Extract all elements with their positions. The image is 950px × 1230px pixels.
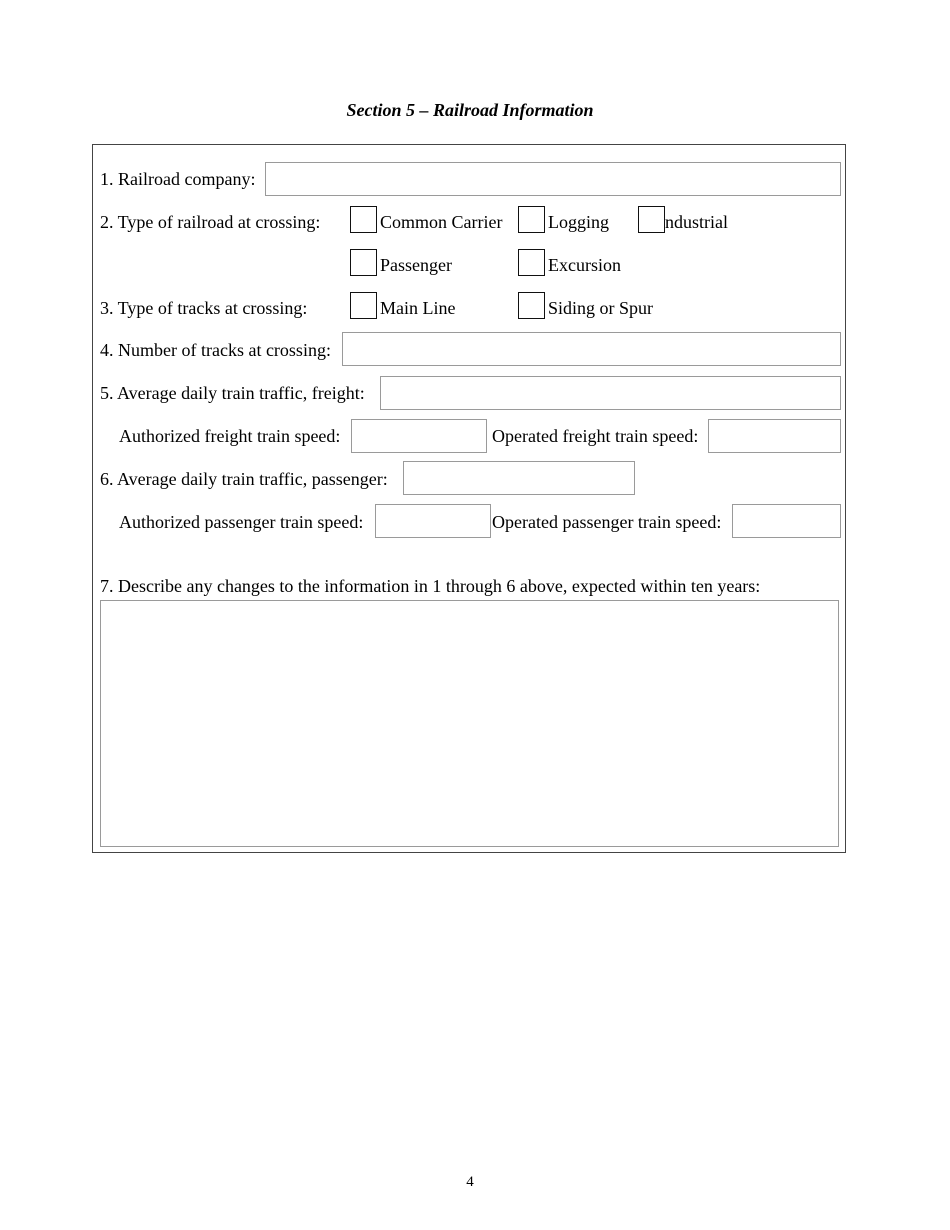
industrial-label: ndustrial <box>665 212 728 232</box>
common-carrier-label: Common Carrier <box>380 212 503 232</box>
number-of-tracks-input[interactable] <box>342 332 841 366</box>
industrial-checkbox[interactable] <box>638 206 665 233</box>
freight-traffic-label: 5. Average daily train traffic, freight: <box>100 383 365 403</box>
authorized-freight-speed-label: Authorized freight train speed: <box>119 426 341 446</box>
railroad-type-label: 2. Type of railroad at crossing: <box>100 212 321 232</box>
page-number: 4 <box>466 1174 474 1190</box>
number-of-tracks-label: 4. Number of tracks at crossing: <box>100 340 331 360</box>
operated-passenger-speed-label: Operated passenger train speed: <box>492 512 722 532</box>
section-title: Section 5 – Railroad Information <box>346 100 594 120</box>
railroad-company-input[interactable] <box>265 162 841 196</box>
siding-or-spur-label: Siding or Spur <box>548 298 654 318</box>
expected-changes-label: 7. Describe any changes to the information in 1 through 6 above, expected within ten years: <box>100 576 761 596</box>
authorized-passenger-speed-label: Authorized passenger train speed: <box>119 512 364 532</box>
main-line-label: Main Line <box>380 298 456 318</box>
passenger-label: Passenger <box>380 255 452 275</box>
logging-checkbox[interactable] <box>518 206 545 233</box>
logging-label: Logging <box>548 212 609 232</box>
operated-freight-speed-label: Operated freight train speed: <box>492 426 699 446</box>
common-carrier-checkbox[interactable] <box>350 206 377 233</box>
excursion-checkbox[interactable] <box>518 249 545 276</box>
operated-freight-speed-input[interactable] <box>708 419 841 453</box>
passenger-traffic-label: 6. Average daily train traffic, passenger: <box>100 469 388 489</box>
passenger-checkbox[interactable] <box>350 249 377 276</box>
passenger-traffic-input[interactable] <box>403 461 635 495</box>
track-type-label: 3. Type of tracks at crossing: <box>100 298 308 318</box>
authorized-passenger-speed-input[interactable] <box>375 504 491 538</box>
railroad-company-label: 1. Railroad company: <box>100 169 256 189</box>
operated-passenger-speed-input[interactable] <box>732 504 841 538</box>
authorized-freight-speed-input[interactable] <box>351 419 487 453</box>
excursion-label: Excursion <box>548 255 621 275</box>
siding-or-spur-checkbox[interactable] <box>518 292 545 319</box>
main-line-checkbox[interactable] <box>350 292 377 319</box>
expected-changes-textarea[interactable] <box>100 600 839 847</box>
freight-traffic-input[interactable] <box>380 376 841 410</box>
